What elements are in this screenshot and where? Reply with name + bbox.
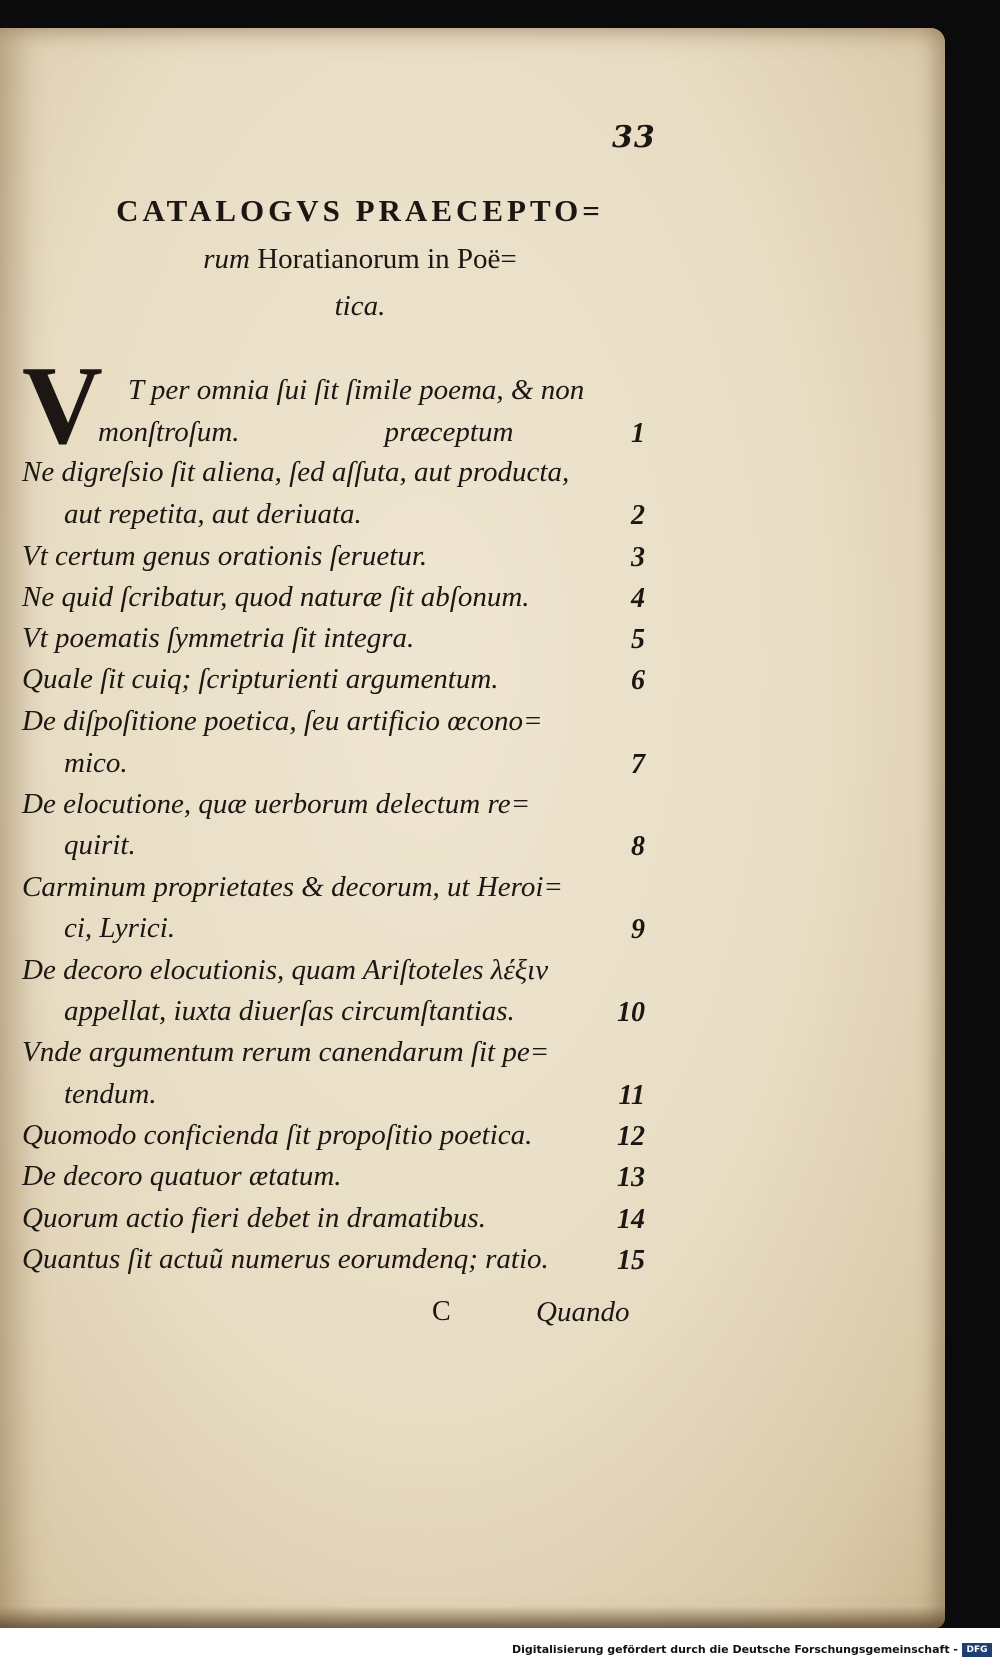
list-item: appellat, iuxta diuerſas circumſtantias. (64, 995, 515, 1027)
precept-number: 14 (617, 1204, 645, 1235)
list-item: monſtroſum. præceptum (98, 416, 514, 448)
list-item: Vt poematis ſymmetria ſit integra. (22, 622, 415, 654)
title-line-2-italic: rum (203, 243, 250, 275)
list-item: quirit. (64, 829, 136, 861)
drop-capital: V (22, 344, 103, 468)
title-line-2-rest: Horatianorum in Poë= (257, 243, 517, 275)
footer-bar (0, 1628, 1000, 1664)
title-line-3: tica. (334, 290, 386, 322)
list-item: ci, Lyrici. (64, 912, 176, 944)
list-item: Quantus ſit actuũ numerus eorumdenq; ratio. (22, 1243, 549, 1275)
signature-mark: C (432, 1296, 451, 1327)
list-item: T per omnia ſui ſit ſimile poema, & non (128, 374, 585, 406)
list-item: Quorum actio fieri debet in dramatibus. (22, 1202, 486, 1234)
precept-number: 13 (617, 1162, 645, 1193)
precept-number: 3 (631, 542, 645, 573)
list-item: mico. (64, 747, 128, 779)
title-line-2 (40, 243, 680, 276)
catchword: Quando (536, 1296, 630, 1328)
precept-number: 1 (631, 418, 645, 449)
list-item: De decoro elocutionis, quam Ariſtoteles λέξιν (22, 954, 549, 986)
list-item: De elocutione, quæ uerborum delectum re= (22, 788, 531, 820)
list-item: De decoro quatuor ætatum. (22, 1160, 342, 1192)
list-item: Ne digreſsio ſit aliena, ſed aſſuta, aut producta, (22, 456, 570, 488)
precept-number: 4 (631, 583, 645, 614)
footer-credit: Digitalisierung gefördert durch die Deutsche Forschungsgemeinschaft - (511, 1643, 958, 1656)
title-line-1: CATALOGVS PRAECEPTO= (116, 193, 604, 228)
list-item: Quale ſit cuiq; ſcripturienti argumentum. (22, 663, 499, 695)
precept-number: 11 (618, 1080, 645, 1111)
list-item: Carminum proprietates & decorum, ut Heroi= (22, 871, 564, 903)
list-item: Quomodo conficienda ſit propoſitio poetica. (22, 1119, 533, 1151)
precept-number: 7 (631, 749, 645, 780)
list-item: Ne quid ſcribatur, quod naturæ ſit abſonum. (22, 581, 530, 613)
list-item: tendum. (64, 1078, 157, 1110)
precept-number: 5 (631, 624, 645, 655)
precept-number: 9 (631, 914, 645, 945)
book-page (0, 28, 945, 1628)
list-item: aut repetita, aut deriuata. (64, 498, 362, 530)
list-item: Vt certum genus orationis ſeruetur. (22, 540, 428, 572)
precept-number: 10 (617, 997, 645, 1028)
dfg-logo: DFG (962, 1643, 992, 1657)
page-number: 33 (612, 120, 656, 155)
precept-number: 12 (617, 1121, 645, 1152)
list-item: De diſpoſitione poetica, ſeu artificio œcono= (22, 705, 543, 737)
precept-number: 15 (617, 1245, 645, 1276)
precept-number: 6 (631, 665, 645, 696)
list-item: Vnde argumentum rerum canendarum ſit pe= (22, 1036, 550, 1068)
precept-number: 2 (631, 500, 645, 531)
precept-number: 8 (631, 831, 645, 862)
